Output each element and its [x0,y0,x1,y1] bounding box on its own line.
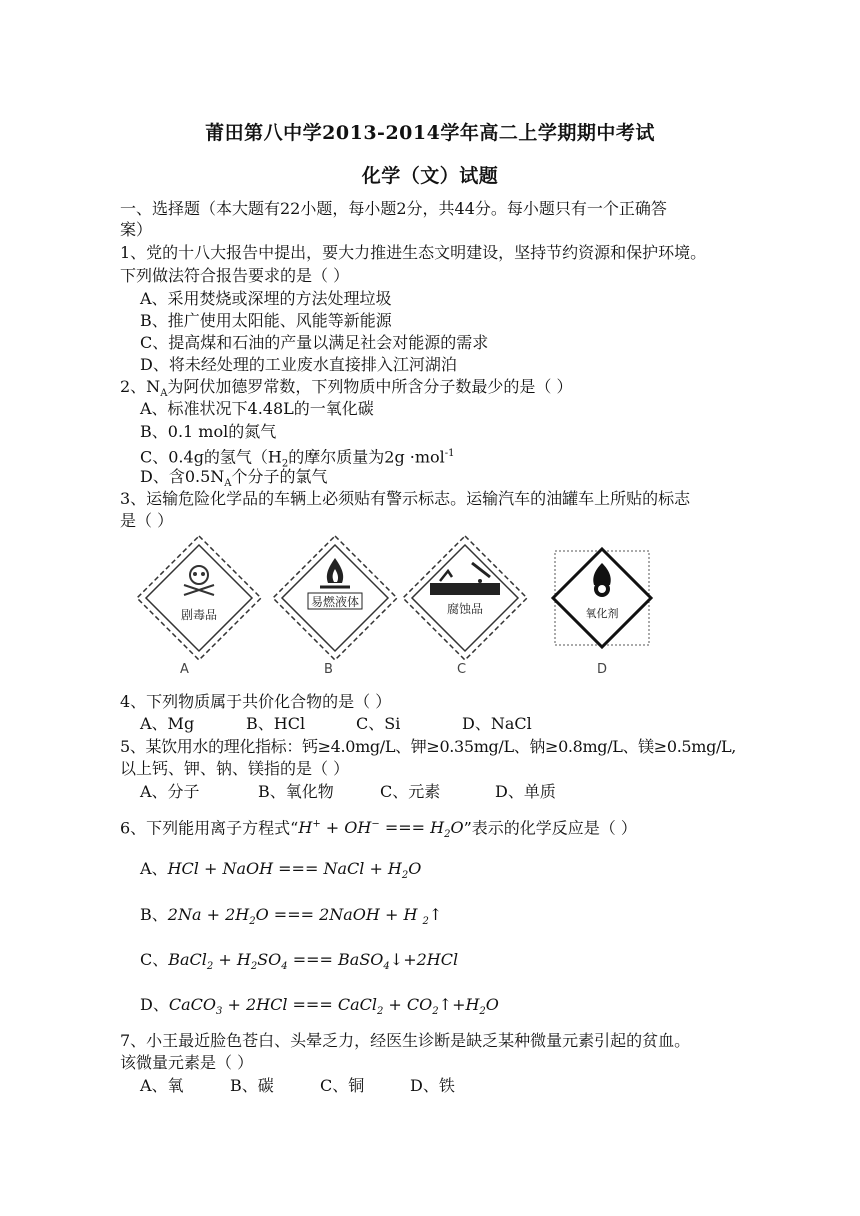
q6-label-b: B、 [140,905,168,924]
sign-letter-a: A [180,662,189,677]
q6-stem-pre: 6、下列能用离子方程式“ [120,818,299,838]
q4-option-c: C、Si [356,714,401,733]
q4-option-d: D、NaCl [462,714,532,733]
q7-option-d: D、铁 [410,1076,455,1095]
q3-stem: 3、运输危险化学品的车辆上必须贴有警示标志。运输汽车的油罐车上所贴的标志 [120,489,691,508]
q2-option-d-pre: D、含0.5N [140,467,225,486]
q6-equation-c: BaCl$_2$ + $H_2SO_4$ === BaSO$_4$↓+2HCl [168,950,459,973]
q6-option-a [140,859,421,886]
q5-option-b: B、氧化物 [258,782,334,801]
sign-letter-d: D [597,662,608,677]
q5-option-c: C、元素 [380,782,441,801]
sign-label: 易燃液体 [310,595,360,609]
section-heading-cont: 案） [120,220,153,239]
exam-title: 莆田第八中学2013-2014学年高二上学期期中考试 [205,122,655,144]
exam-subtitle: 化学（文）试题 [361,165,499,187]
sign-label: 氧化剂 [585,607,619,620]
q7-stem: 7、小王最近脸色苍白、头晕乏力，经医生诊断是缺乏某种微量元素引起的贫血。 [120,1031,691,1050]
q6-equation-b: $2Na + 2H_2O$ === 2NaOH + H $_2$↑ [167,905,443,928]
q5-stem: 5、某饮用水的理化指标：钙≥4.0mg/L、钾≥0.35mg/L、钠≥0.8mg/L、镁≥0.5mg/L, [120,737,737,756]
q1-stem-cont: 下列做法符合报告要求的是（ ） [120,266,350,285]
q6-label-a: A、 [140,859,168,878]
q6-label-d: D、 [140,995,169,1014]
q1-option-d: D、将未经处理的工业废水直接排入江河湖泊 [140,355,457,374]
q1-stem: 1、党的十八大报告中提出，要大力推进生态文明建设，坚持节约资源和保护环境。 [120,243,707,262]
q7-option-a: A、氧 [140,1076,184,1095]
q6-ionic-equation: H+ + OH− === $H_2O$ [298,818,464,841]
sign-letter-b: B [324,662,333,677]
q6-option-d [140,995,499,1022]
sign-toxic [134,533,264,663]
section-heading: 一、选择题（本大题有22小题，每小题2分，共44分。每小题只有一个正确答 [120,199,667,218]
q2-option-c-pre: C、0.4g的氢气（H [140,447,282,467]
q7-option-b: B、碳 [230,1076,274,1095]
q2-stem-post: 为阿伏加德罗常数，下列物质中所含分子数最少的是（ ） [167,377,573,396]
q2-stem-sub: A [160,388,168,400]
sign-label: 腐蚀品 [446,602,484,616]
q6-stem-post: ”表示的化学反应是（ ） [463,818,637,838]
q2-stem-pre: 2、N [120,377,161,396]
q7-stem-cont: 该微量元素是（ ） [120,1053,254,1072]
sign-letter-c: C [457,662,467,677]
sign-corrosive [400,533,530,663]
q7-option-c: C、铜 [320,1076,365,1095]
sign-flammable-liquid [270,533,400,663]
sign-label: 剧毒品 [180,608,218,622]
q2-option-b: B、0.1 mol的氮气 [140,422,277,441]
q1-option-c: C、提高煤和石油的产量以满足社会对能源的需求 [140,333,489,352]
q5-stem-cont: 以上钙、钾、钠、镁指的是（ ） [120,759,350,778]
q2-option-c-sub: 2 [281,458,289,470]
q1-option-a: A、采用焚烧或深埋的方法处理垃圾 [140,289,392,308]
q2-option-c-post: 的摩尔质量为2g ·mol [288,447,445,467]
q4-stem: 4、下列物质属于共价化合物的是（ ） [120,692,392,711]
q6-equation-d: CaCO$_3$ + 2HCl === CaCl$_2$ + $CO_2↑+H_2O$ [168,995,499,1018]
q4-option-b: B、HCl [246,714,306,733]
q2-option-d-post: 个分子的氯气 [231,467,328,486]
q6-equation-a: HCl + NaOH === NaCl + $H_2O$ [167,859,422,882]
q5-option-d: D、单质 [495,782,556,801]
q3-stem-cont: 是（ ） [120,511,174,530]
q2-option-a: A、标准状况下4.48L的一氧化碳 [140,399,374,418]
sign-oxidizer [537,533,667,663]
q2-option-d-sub: A [224,478,232,490]
q1-option-b: B、推广使用太阳能、风能等新能源 [140,311,392,330]
q6-option-b [140,905,442,932]
q6-stem [120,815,637,846]
q6-label-c: C、 [140,950,169,969]
q2-option-c-sup: -1 [444,448,455,459]
q5-option-a: A、分子 [140,782,200,801]
q6-option-c [140,950,458,977]
q4-option-a: A、Mg [140,714,195,733]
